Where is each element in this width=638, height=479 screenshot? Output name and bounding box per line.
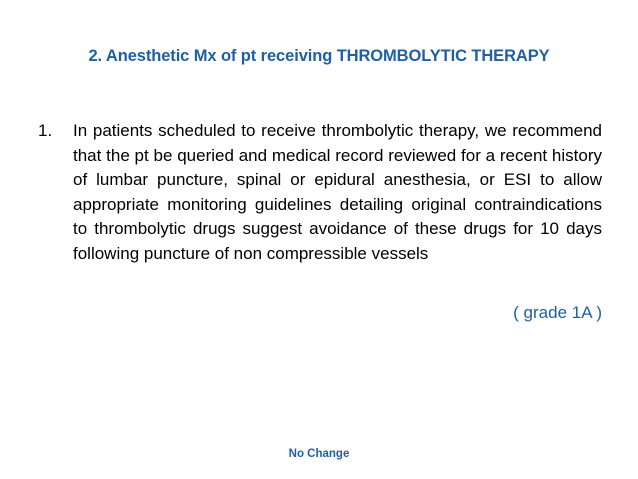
footer-note: No Change [288, 448, 350, 460]
slide-title: 2. Anesthetic Mx of pt receiving THROMBOLYTIC THERAPY [88, 47, 550, 65]
list-item-text: In patients scheduled to receive thrombolytic therapy, we recommend that the pt be queried and medical record reviewed for a recent history of lumbar puncture, spinal or epidural anesthesia, or ESI to allow appropriate monitoring guidelines detailing original contraindications to thrombolytic drugs suggest avoidance of these drugs for 10 days following puncture of non compressible vessels [73, 121, 602, 263]
list-item-number: 1. [38, 121, 53, 140]
list-item [38, 119, 602, 266]
grade-label: ( grade 1A ) [513, 303, 602, 322]
